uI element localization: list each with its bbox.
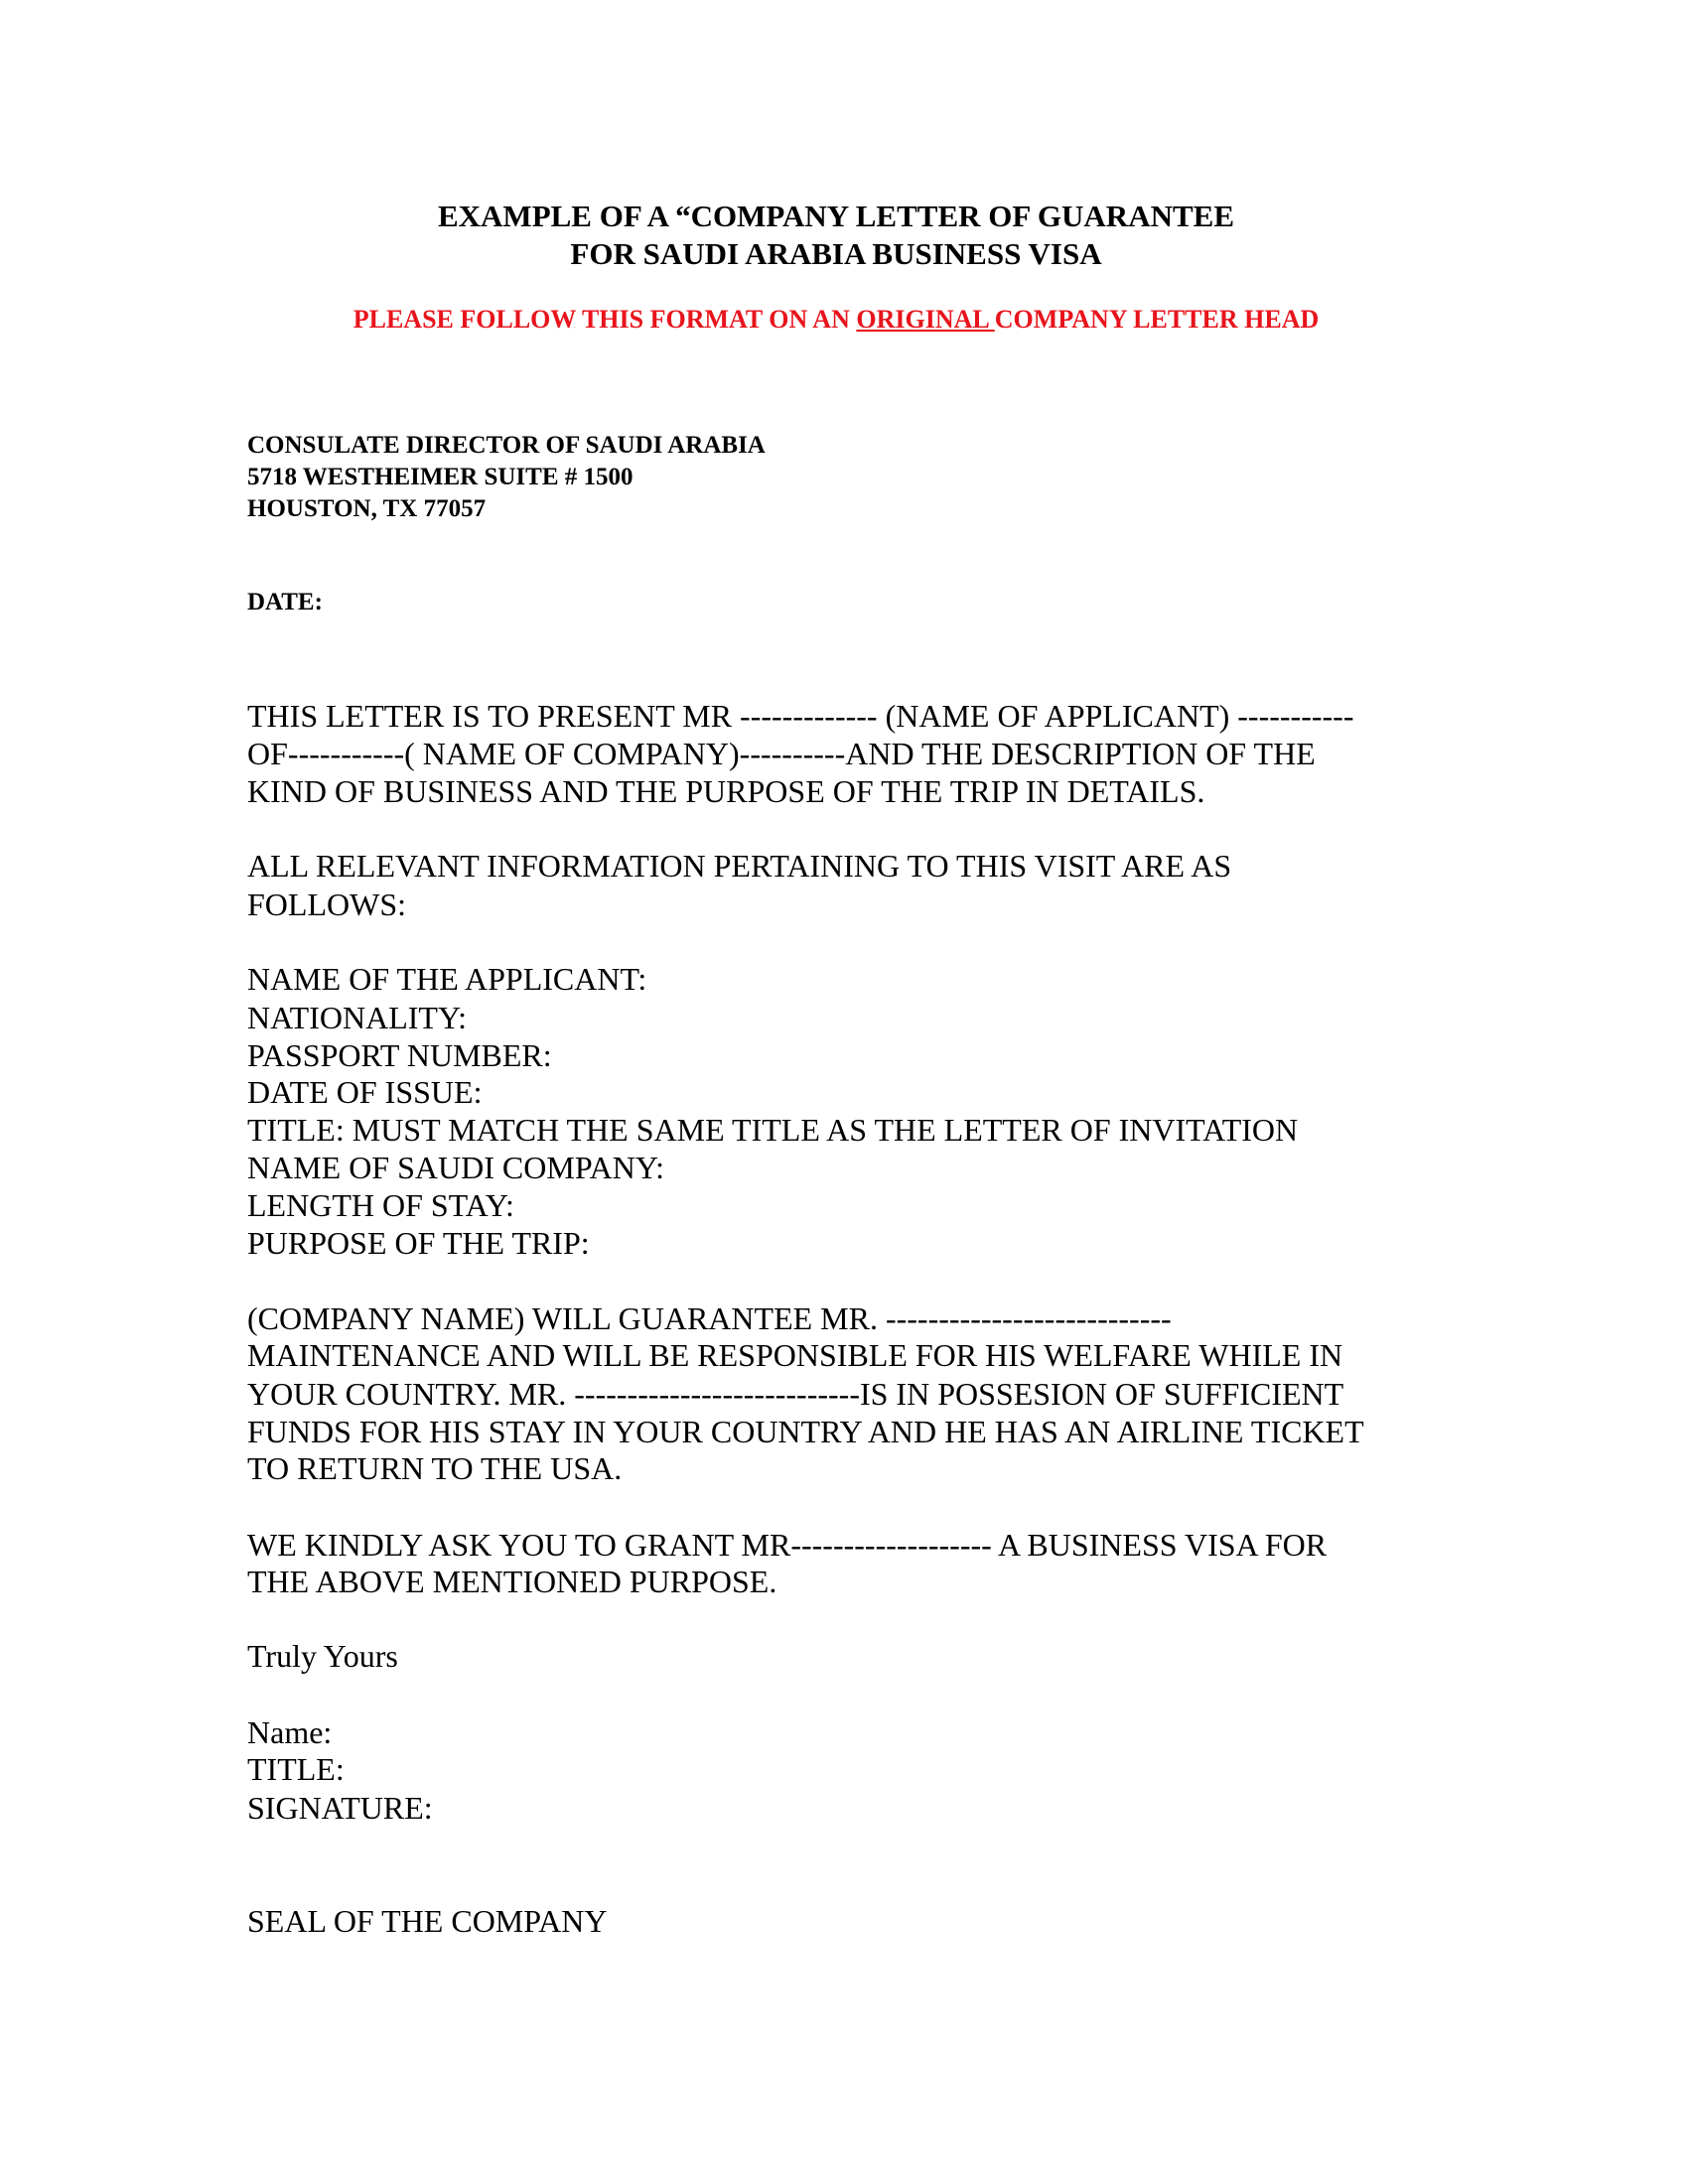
address-line-1: CONSULATE DIRECTOR OF SAUDI ARABIA: [247, 432, 766, 459]
field-length-of-stay: LENGTH OF STAY:: [247, 1187, 514, 1223]
field-purpose: PURPOSE OF THE TRIP:: [247, 1225, 590, 1261]
paragraph-3-line: FUNDS FOR HIS STAY IN YOUR COUNTRY AND HE HAS AN AIRLINE TICKET: [247, 1414, 1364, 1449]
address-line-2: 5718 WESTHEIMER SUITE # 1500: [247, 464, 633, 490]
paragraph-3-line: MAINTENANCE AND WILL BE RESPONSIBLE FOR HIS WELFARE WHILE IN: [247, 1337, 1343, 1373]
paragraph-3-line: (COMPANY NAME) WILL GUARANTEE MR. ---------------------------: [247, 1300, 1172, 1336]
address-line-3: HOUSTON, TX 77057: [247, 495, 487, 522]
paragraph-3-line: YOUR COUNTRY. MR. ---------------------------IS IN POSSESION OF SUFFICIENT: [247, 1376, 1344, 1412]
signature-title-label: TITLE:: [247, 1751, 345, 1787]
signature-label: SIGNATURE:: [247, 1790, 433, 1826]
paragraph-1-line: OF-----------( NAME OF COMPANY)----------AND THE DESCRIPTION OF THE: [247, 736, 1316, 771]
field-saudi-company: NAME OF SAUDI COMPANY:: [247, 1150, 664, 1185]
document-title-line-2: FOR SAUDI ARABIA BUSINESS VISA: [570, 236, 1102, 271]
company-seal-label: SEAL OF THE COMPANY: [247, 1903, 608, 1939]
date-label: DATE:: [247, 589, 323, 615]
field-nationality: NATIONALITY:: [247, 1000, 468, 1035]
closing: Truly Yours: [247, 1638, 398, 1674]
paragraph-4-line: THE ABOVE MENTIONED PURPOSE.: [247, 1564, 777, 1599]
signature-name-label: Name:: [247, 1714, 333, 1750]
paragraph-2-line: ALL RELEVANT INFORMATION PERTAINING TO THIS VISIT ARE AS: [247, 848, 1232, 884]
instruction-text-end: COMPANY LETTER HEAD: [994, 305, 1320, 334]
document-title-line-1: EXAMPLE OF A “COMPANY LETTER OF GUARANTEE: [437, 199, 1235, 233]
paragraph-4-line: WE KINDLY ASK YOU TO GRANT MR------------------- A BUSINESS VISA FOR: [247, 1527, 1328, 1563]
paragraph-1-line: KIND OF BUSINESS AND THE PURPOSE OF THE TRIP IN DETAILS.: [247, 773, 1205, 809]
paragraph-2-line: FOLLOWS:: [247, 887, 406, 922]
instruction-underlined-text: ORIGINAL: [856, 305, 995, 334]
field-applicant-name: NAME OF THE APPLICANT:: [247, 961, 647, 997]
field-title: TITLE: MUST MATCH THE SAME TITLE AS THE LETTER OF INVITATION: [247, 1112, 1299, 1148]
format-instruction: [0, 301, 1672, 339]
instruction-text: PLEASE FOLLOW THIS FORMAT ON AN: [352, 305, 857, 334]
paragraph-3-line: TO RETURN TO THE USA.: [247, 1450, 623, 1486]
paragraph-1-line: THIS LETTER IS TO PRESENT MR ------------- (NAME OF APPLICANT) -----------: [247, 698, 1354, 734]
field-passport-number: PASSPORT NUMBER:: [247, 1037, 552, 1073]
field-date-of-issue: DATE OF ISSUE:: [247, 1074, 483, 1110]
